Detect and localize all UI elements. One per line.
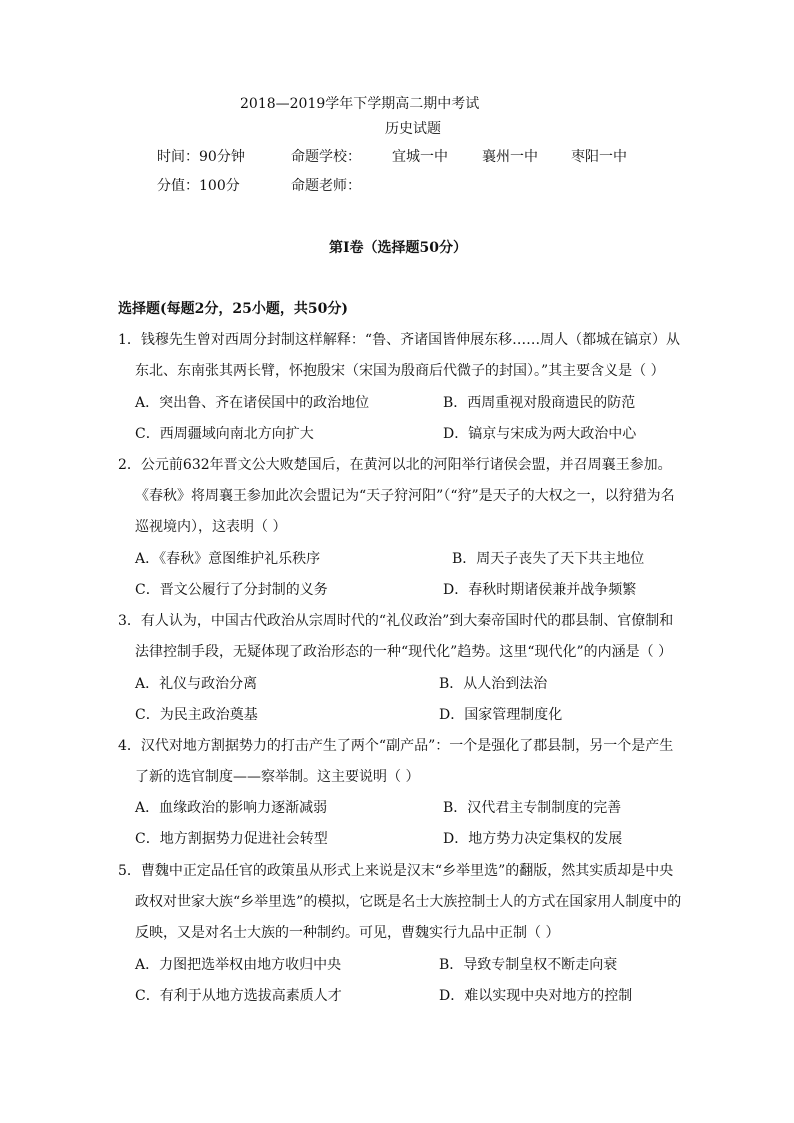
school-1: 宜城一中 (392, 149, 448, 165)
question-4-line-2: 了新的选官制度——察举制。这主要说明（ ） (135, 769, 420, 785)
question-3-option-d[interactable]: D．国家管理制度化 (439, 707, 563, 723)
school-3: 枣阳一中 (571, 149, 627, 165)
question-3-line-1: 3．有人认为，中国古代政治从宗周时代的“礼仪政治”到大秦帝国时代的郡县制、官僚制和 (118, 613, 674, 629)
question-3-option-c[interactable]: C．为民主政治奠基 (135, 707, 258, 723)
question-3-line-2: 法律控制手段，无疑体现了政治形态的一种“现代化”趋势。这里“现代化”的内涵是（ ） (135, 644, 673, 660)
question-3-option-b[interactable]: B．从人治到法治 (439, 676, 548, 692)
question-1-option-b[interactable]: B．西周重视对殷商遗民的防范 (443, 395, 636, 411)
question-2-option-b[interactable]: B．周天子丧失了天下共主地位 (452, 551, 645, 567)
question-5-line-3: 反映，又是对名士大族的一种制约。可见，曹魏实行九品中正制（ ） (135, 925, 560, 941)
question-4-line-1: 4．汉代对地方割据势力的打击产生了两个“副产品”：一个是强化了郡县制，另一个是产生 (118, 738, 674, 754)
exam-title: 2018—2019学年下学期高二期中考试 (240, 96, 480, 112)
question-3-option-a[interactable]: A．礼仪与政治分离 (135, 676, 258, 692)
question-5-line-2: 政权对世家大族“乡举里选”的模拟，它既是名士大族控制士人的方式在国家用人制度中的 (135, 894, 682, 910)
school-2: 襄州一中 (482, 149, 538, 165)
question-2-line-1: 2．公元前632年晋文公大败楚国后，在黄河以北的河阳举行诸侯会盟，并召周襄王参加。 (118, 457, 672, 473)
question-1-option-d[interactable]: D．镐京与宋成为两大政治中心 (443, 426, 637, 442)
school-label: 命题学校： (291, 149, 361, 165)
question-5-option-c[interactable]: C．有利于从地方选拔高素质人才 (135, 988, 342, 1004)
question-1-option-c[interactable]: C．西周疆域向南北方向扩大 (135, 426, 314, 442)
question-4-option-c[interactable]: C．地方割据势力促进社会转型 (135, 831, 328, 847)
question-1-option-a[interactable]: A．突出鲁、齐在诸侯国中的政治地位 (135, 395, 370, 411)
question-2-line-2: 《春秋》将周襄王参加此次会盟记为“天子狩河阳”（“狩”是天子的大权之一，以狩猎为名 (135, 488, 675, 504)
question-5-option-b[interactable]: B．导致专制皇权不断走向衰 (439, 957, 618, 973)
question-2-option-d[interactable]: D．春秋时期诸侯兼并战争频繁 (443, 582, 637, 598)
question-5-line-1: 5．曹魏中正定品任官的政策虽从形式上来说是汉末“乡举里选”的翻版，然其实质却是中央 (118, 863, 674, 879)
subject-title: 历史试题 (385, 121, 441, 137)
section-subtitle: 选择题(每题2分，25小题，共50分) (118, 301, 348, 317)
question-5-option-a[interactable]: A．力图把选举权由地方收归中央 (135, 957, 342, 973)
score-label: 分值：100分 (157, 178, 240, 194)
question-4-option-d[interactable]: D．地方势力决定集权的发展 (443, 831, 623, 847)
question-2-line-3: 巡视境内），这表明（ ） (135, 519, 287, 535)
time-label: 时间：90分钟 (157, 149, 245, 165)
question-4-option-a[interactable]: A．血缘政治的影响力逐渐减弱 (135, 800, 328, 816)
question-1-line-1: 1．钱穆先生曾对西周分封制这样解释：“鲁、齐诸国皆伸展东移……周人（都城在镐京）从 (118, 332, 681, 348)
question-5-option-d[interactable]: D．难以实现中央对地方的控制 (439, 988, 633, 1004)
section-title: 第I卷（选择题50分） (329, 240, 468, 256)
question-1-line-2: 东北、东南张其两长臂，怀抱殷宋（宋国为殷商后代微子的封国）。”其主要含义是（ ） (135, 363, 665, 379)
teacher-label: 命题老师： (291, 178, 361, 194)
question-2-option-c[interactable]: C．晋文公履行了分封制的义务 (135, 582, 328, 598)
question-2-option-a[interactable]: A．《春秋》意图维护礼乐秩序 (135, 551, 321, 567)
question-4-option-b[interactable]: B．汉代君主专制制度的完善 (443, 800, 622, 816)
